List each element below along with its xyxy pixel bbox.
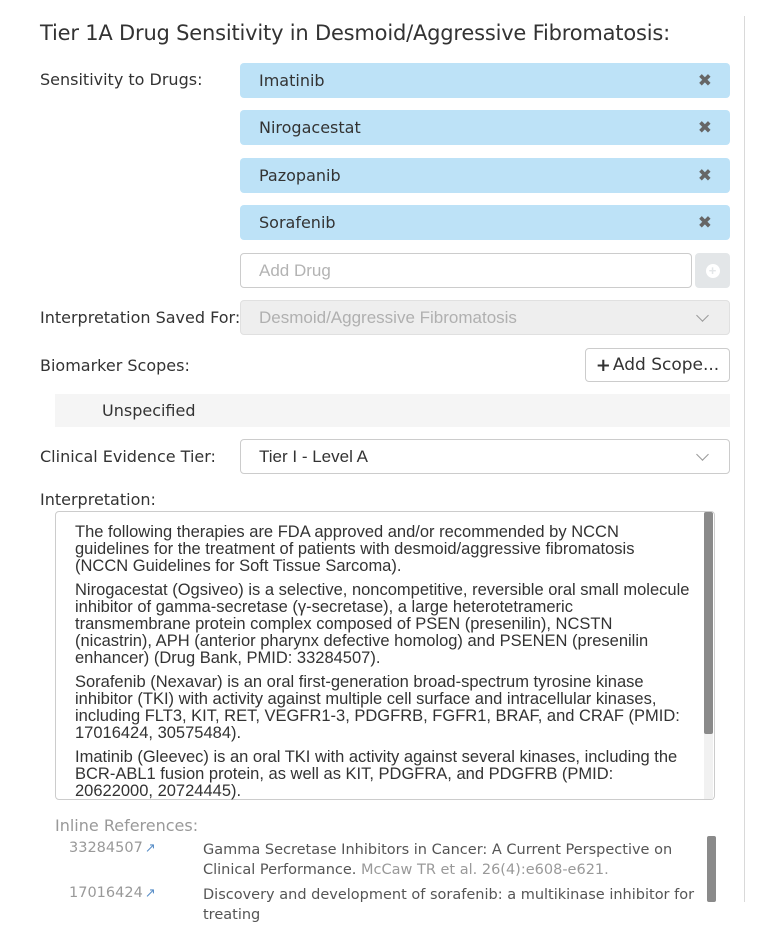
reference-pmid-link[interactable]	[69, 840, 156, 856]
add-drug-input[interactable]	[240, 253, 692, 288]
reference-pmid: 17016424	[69, 885, 143, 901]
external-link-icon: ↗	[144, 841, 156, 856]
drug-tag-sorafenib	[240, 205, 730, 240]
references-scrollbar-thumb[interactable]	[707, 836, 716, 902]
reference-pmid-link[interactable]	[69, 885, 156, 901]
page-title: Tier 1A Drug Sensitivity in Desmoid/Aggressive Fibromatosis:	[40, 21, 670, 45]
inline-references-label: Inline References:	[55, 816, 199, 835]
interpretation-textarea[interactable]	[55, 511, 715, 800]
drug-tag-imatinib	[240, 63, 730, 98]
remove-icon[interactable]: ✖	[697, 212, 712, 233]
right-divider	[744, 16, 745, 902]
reference-title: Gamma Secretase Inhibitors in Cancer: A Current Perspective on Clinical Performance.	[203, 842, 673, 878]
drug-tag-pazopanib	[240, 158, 730, 193]
drug-tag-label: Pazopanib	[259, 166, 341, 185]
chevron-down-icon	[696, 448, 709, 461]
evidence-tier-value: Tier I - Level A	[259, 446, 368, 466]
interpretation-paragraph: The following therapies are FDA approved and/or recommended by NCCN guidelines for the treatment of patients with desmoid/aggressive fibromatosis (NCCN Guidelines for Soft Tissue Sarcoma).	[75, 523, 635, 575]
scope-row	[55, 394, 730, 427]
references-list	[55, 836, 717, 923]
evidence-tier-label: Clinical Evidence Tier:	[40, 447, 216, 466]
remove-icon[interactable]: ✖	[697, 165, 712, 186]
remove-icon[interactable]: ✖	[697, 70, 712, 91]
drug-tag-label: Sorafenib	[259, 213, 336, 232]
saved-for-select	[240, 300, 730, 335]
plus-circle-icon: +	[706, 264, 720, 278]
sensitivity-label: Sensitivity to Drugs:	[40, 70, 203, 89]
interpretation-paragraph: Imatinib (Gleevec) is an oral TKI with activity against several kinases, including the BCR-ABL1 fusion protein, as well as KIT, PDGFRA, and PDGFRB (PMID: 20622000, 20724445).	[75, 748, 678, 800]
saved-for-value: Desmoid/Aggressive Fibromatosis	[259, 307, 517, 327]
drug-tag-nirogacestat	[240, 110, 730, 145]
saved-for-label: Interpretation Saved For:	[40, 308, 241, 327]
reference-pmid: 33284507	[69, 840, 143, 856]
reference-authors: McCaw TR et al. 26(4):e608-e621.	[361, 862, 609, 878]
add-drug-button[interactable]	[695, 253, 730, 288]
interpretation-paragraph: Sorafenib (Nexavar) is an oral first-generation broad-spectrum tyrosine kinase inhibitor (TKI) with activity against multiple cell surface and intracellular kinases, including FLT3, KIT, RET, VEGFR1-3, PDGFRB, FGFR1, BRAF, and CRAF (PMID: 17016424, 30575484).	[75, 673, 680, 742]
chevron-down-icon	[696, 309, 709, 322]
evidence-tier-select[interactable]	[240, 439, 730, 474]
add-scope-label: Add Scope...	[612, 355, 720, 375]
reference-title: Discovery and development of sorafenib: a multikinase inhibitor for treating	[203, 887, 695, 923]
scope-value: Unspecified	[102, 401, 196, 420]
remove-icon[interactable]: ✖	[697, 117, 712, 138]
plus-icon: +	[595, 354, 611, 376]
interpretation-label: Interpretation:	[40, 490, 156, 509]
scrollbar-thumb[interactable]	[704, 512, 713, 734]
external-link-icon: ↗	[144, 886, 156, 901]
add-scope-button[interactable]	[585, 348, 730, 382]
drug-tag-label: Nirogacestat	[259, 118, 361, 137]
drug-tag-label: Imatinib	[259, 71, 325, 90]
biomarker-scopes-label: Biomarker Scopes:	[40, 356, 190, 375]
interpretation-paragraph: Nirogacestat (Ogsiveo) is a selective, noncompetitive, reversible oral small molecule inhibitor of gamma-secretase (γ-secretase), a large heterotetrameric transmembrane protein complex composed of PSEN (presenilin), NCSTN (nicastrin), APH (anterior pharynx defective homolog) and PSENEN (presenilin enhancer) (Drug Bank, PMID: 33284507).	[75, 581, 690, 667]
